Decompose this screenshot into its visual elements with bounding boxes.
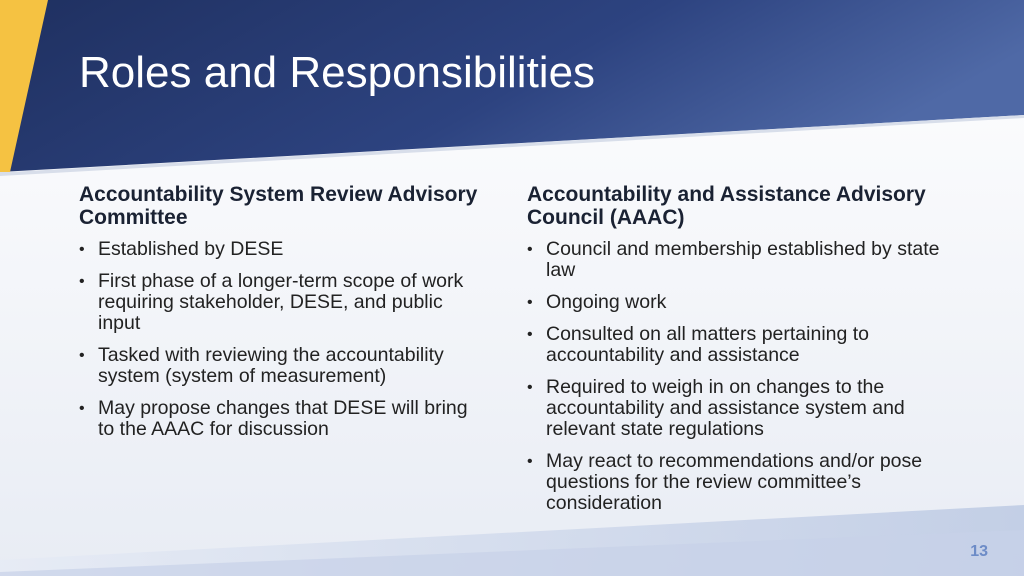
list-item (527, 377, 967, 440)
list-item (79, 271, 489, 334)
right-bullet-list (527, 239, 967, 514)
bullet-icon: • (527, 379, 533, 396)
bullet-icon: • (527, 326, 533, 343)
list-item (527, 324, 967, 366)
list-item (527, 239, 967, 281)
list-item (79, 398, 489, 440)
list-item (79, 345, 489, 387)
bullet-text: Consulted on all matters pertaining to accountability and assistance (546, 323, 870, 366)
bullet-icon: • (79, 241, 85, 258)
left-column (79, 183, 489, 451)
bullet-text: Established by DESE (98, 238, 284, 260)
page-number: 13 (970, 543, 988, 560)
bullet-text: May react to recommendations and/or pose questions for the review committee’s consideration (546, 450, 923, 514)
bullet-icon: • (79, 400, 85, 417)
bullet-text: First phase of a longer-term scope of work requiring stakeholder, DESE, and public input (98, 270, 464, 334)
bullet-icon: • (527, 453, 533, 470)
slide-title: Roles and Responsibilities (79, 48, 596, 97)
left-bullet-list (79, 239, 489, 440)
list-item (79, 239, 489, 260)
list-item (527, 292, 967, 313)
right-column-heading: Accountability and Assistance Advisory Council (AAAC) (527, 183, 926, 229)
bullet-icon: • (527, 241, 533, 258)
bullet-icon: • (79, 273, 85, 290)
bullet-icon: • (79, 347, 85, 364)
bullet-text: Tasked with reviewing the accountability system (system of measurement) (98, 344, 444, 387)
bullet-text: Ongoing work (546, 291, 667, 313)
list-item (527, 451, 967, 514)
left-column-heading: Accountability System Review Advisory Committee (79, 183, 478, 229)
bullet-text: May propose changes that DESE will bring to the AAAC for discussion (98, 397, 468, 440)
bullet-icon: • (527, 294, 533, 311)
bullet-text: Required to weigh in on changes to the accountability and assistance system and relevant state regulations (546, 376, 905, 440)
right-column (527, 183, 967, 525)
bullet-text: Council and membership established by state law (546, 238, 940, 281)
